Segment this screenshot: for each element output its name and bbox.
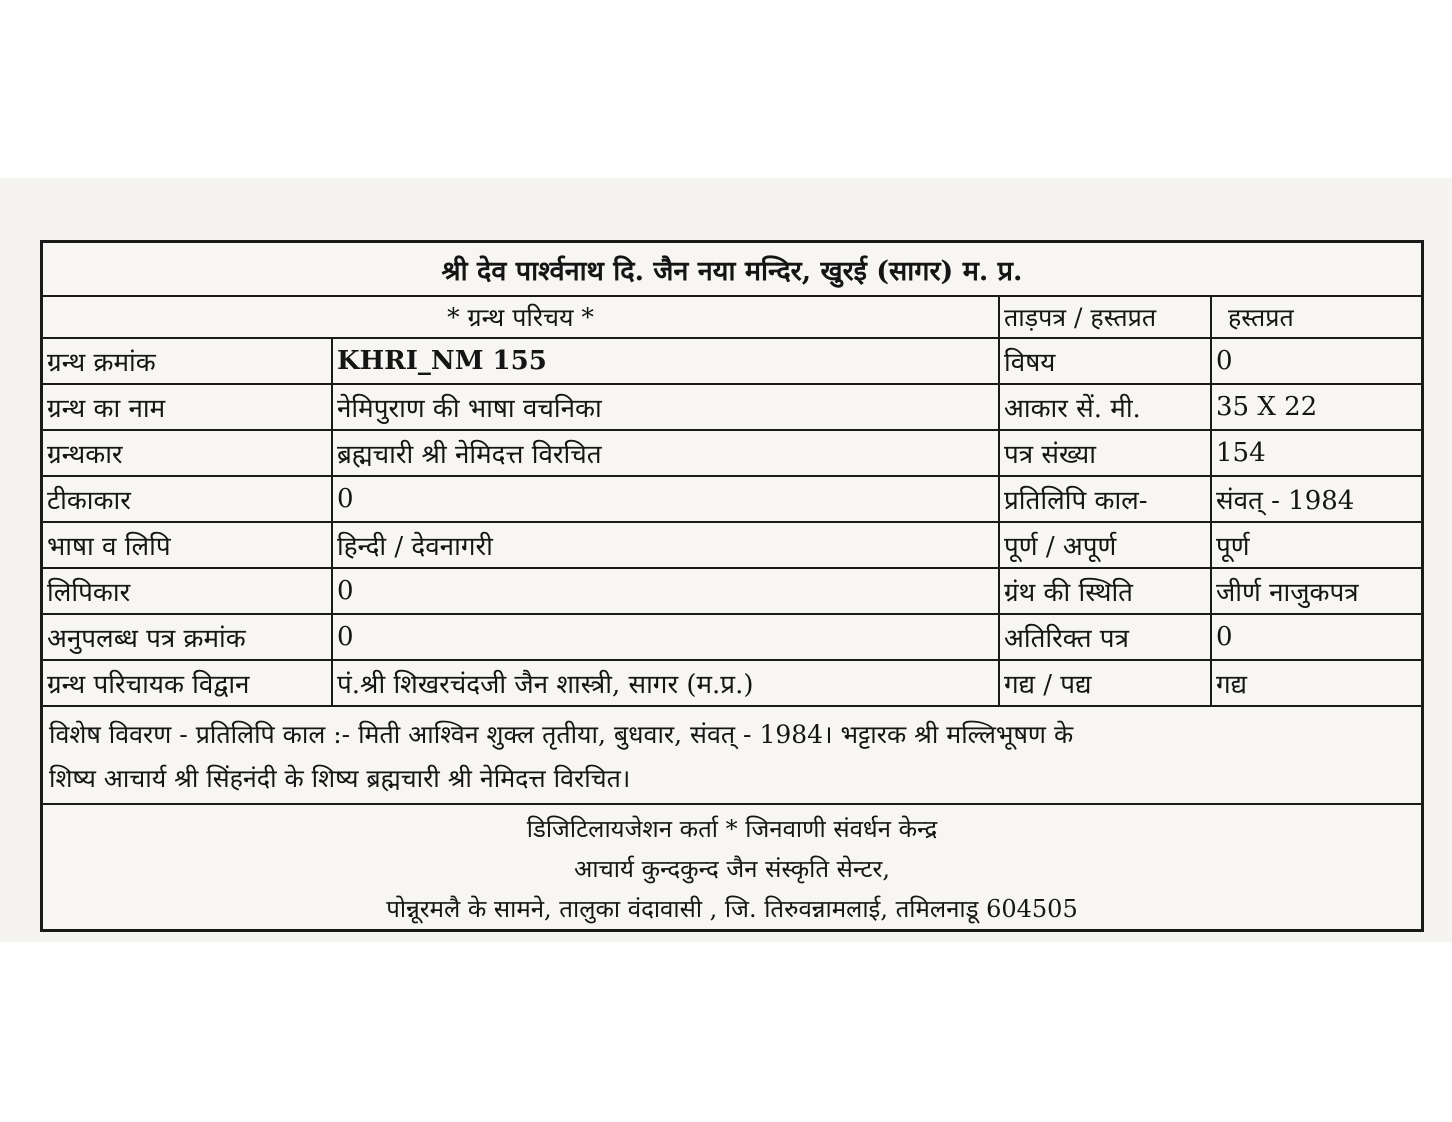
field-label: पूर्ण / अपूर्ण [1004, 532, 1117, 562]
field-value: पं.श्री शिखरचंदजी जैन शास्त्री, सागर (म.प्र.) [337, 670, 754, 700]
field-value: 0 [337, 576, 354, 606]
field-value: ब्रह्मचारी श्री नेमिदत्त विरचित [337, 440, 602, 470]
field-label: गद्य / पद्य [1004, 670, 1092, 700]
footer-line: पोन्नूरमलै के सामने, तालुका वंदावासी , जि. तिरुवन्नामलाई, तमिलनाडू 604505 [386, 895, 1078, 923]
field-value: 0 [337, 484, 354, 514]
field-value: 35 X 22 [1216, 392, 1318, 422]
table-row [43, 339, 1421, 385]
field-value: संवत् - 1984 [1216, 486, 1355, 516]
field-label: आकार सें. मी. [1004, 394, 1141, 424]
table-row [43, 431, 1421, 477]
table-row [43, 385, 1421, 431]
table-row [43, 523, 1421, 569]
material-type-label: ताड़पत्र / हस्तप्रत [1004, 303, 1157, 332]
field-value: 154 [1216, 438, 1266, 468]
field-label: विषय [1004, 348, 1056, 378]
field-label: लिपिकार [47, 578, 131, 608]
field-label: ग्रंथ की स्थिति [1004, 578, 1134, 608]
intro-label: * ग्रन्थ परिचय * [447, 303, 594, 332]
table-row [43, 661, 1421, 707]
field-label: ग्रन्थ परिचायक विद्वान [47, 670, 250, 700]
field-label: प्रतिलिपि काल- [1004, 486, 1148, 516]
field-value: 0 [337, 622, 354, 652]
field-label: पत्र संख्या [1004, 440, 1096, 470]
table-row [43, 615, 1421, 661]
field-value: 0 [1216, 346, 1233, 376]
intro-row [43, 297, 1421, 339]
material-type-value: हस्तप्रत [1228, 303, 1294, 332]
special-description-line: शिष्य आचार्य श्री सिंहनंदी के शिष्य ब्रह्मचारी श्री नेमिदत्त विरचित। [49, 764, 631, 793]
field-value: 0 [1216, 622, 1233, 652]
field-label: अनुपलब्ध पत्र क्रमांक [47, 624, 246, 654]
special-description-line: विशेष विवरण - प्रतिलिपि काल :- मिती आश्विन शुक्ल तृतीया, बुधवार, संवत् - 1984। भट्टारक श्री मल्लिभूषण के [49, 720, 1074, 749]
field-label: अतिरिक्त पत्र [1004, 624, 1129, 654]
temple-title-text: श्री देव पार्श्वनाथ दि. जैन नया मन्दिर, खुरई (सागर) म. प्र. [441, 255, 1023, 287]
field-value: KHRI_NM 155 [337, 346, 547, 376]
field-label: ग्रन्थ का नाम [47, 394, 166, 424]
field-value: हिन्दी / देवनागरी [337, 532, 493, 562]
field-label: ग्रन्थ क्रमांक [47, 348, 156, 378]
field-value: नेमिपुराण की भाषा वचनिका [337, 394, 602, 424]
temple-title [43, 243, 1421, 297]
table-row [43, 477, 1421, 523]
field-value: जीर्ण नाजुकपत्र [1216, 578, 1359, 608]
digitization-footer [43, 805, 1421, 933]
footer-line: डिजिटिलायजेशन कर्ता * जिनवाणी संवर्धन केन्द्र [526, 815, 938, 843]
field-label: भाषा व लिपि [47, 532, 171, 562]
field-label: टीकाकार [47, 486, 131, 516]
field-label: ग्रन्थकार [47, 440, 123, 470]
special-description [43, 707, 1421, 805]
footer-line: आचार्य कुन्दकुन्द जैन संस्कृति सेन्टर, [574, 855, 890, 883]
table-row [43, 569, 1421, 615]
field-value: गद्य [1216, 670, 1248, 700]
field-value: पूर्ण [1216, 532, 1250, 562]
manuscript-info-card [40, 240, 1424, 932]
